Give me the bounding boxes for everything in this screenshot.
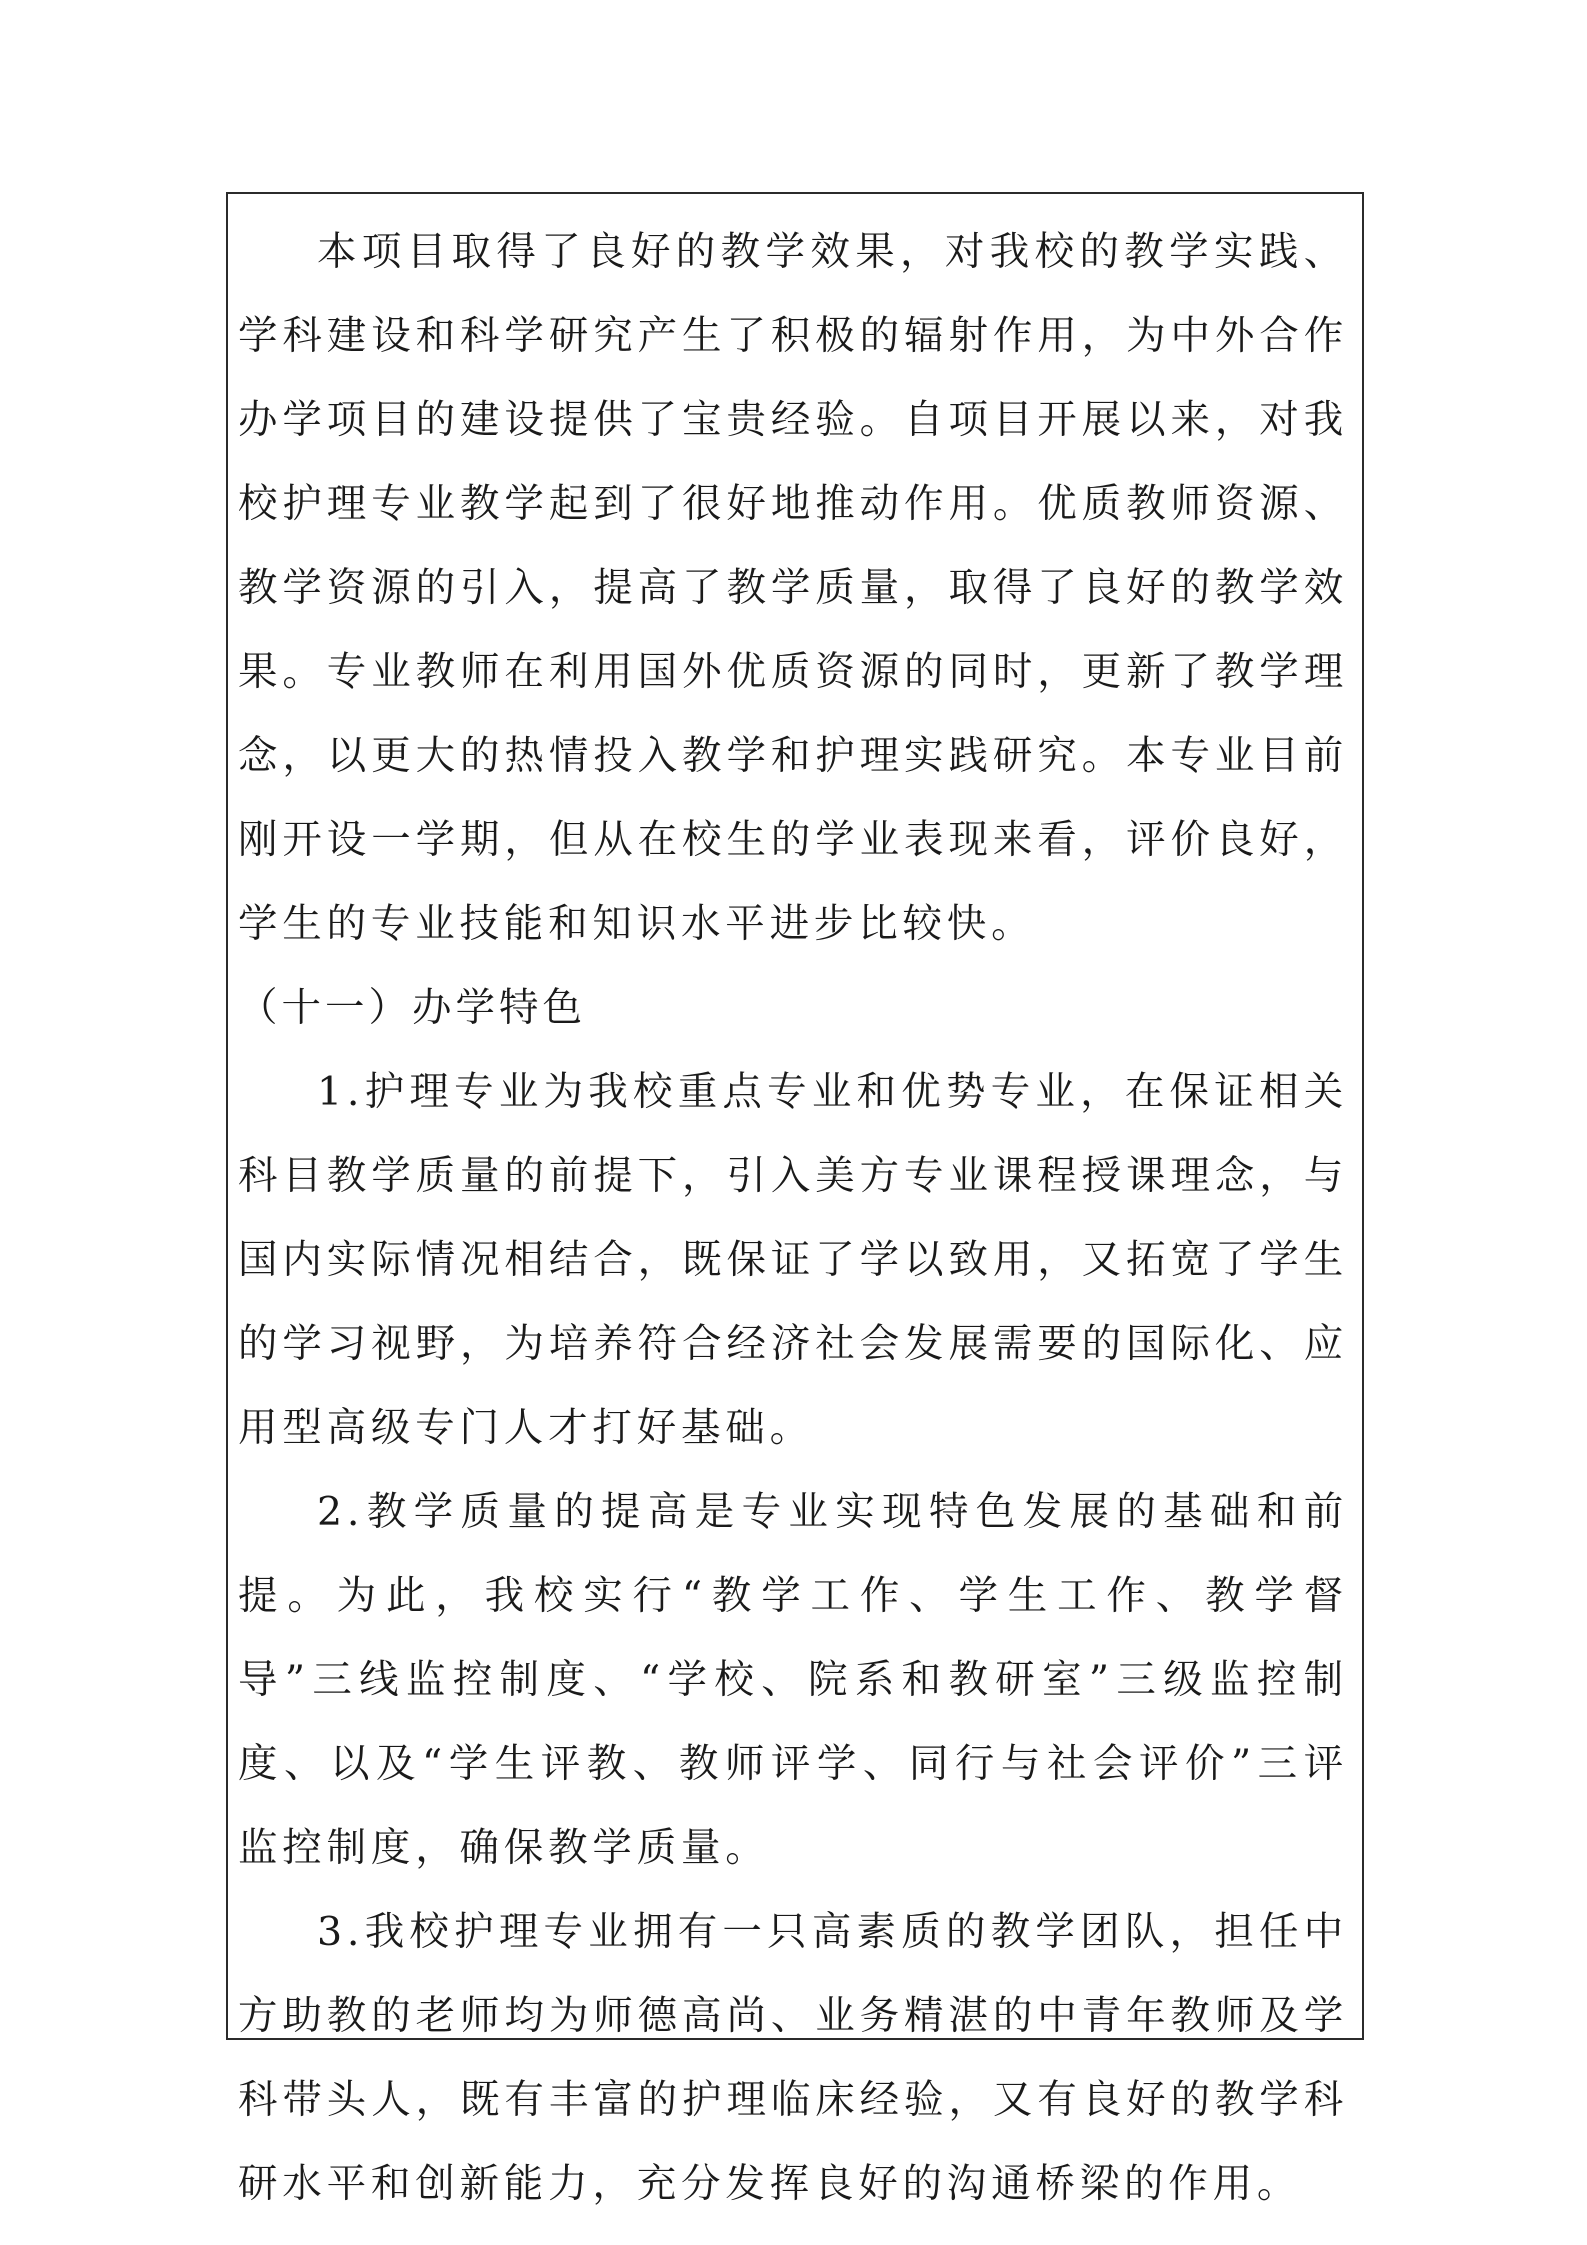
feature-paragraph-3: 3.我校护理专业拥有一只高素质的教学团队，担任中方助教的老师均为师德高尚、业务精湛的中青年教师及学科带头人，既有丰富的护理临床经验，又有良好的教学科研水平和创新能力，充分发挥良好的沟通桥梁的作用。 [238, 1909, 1348, 2207]
table-cell-frame [226, 192, 1364, 2207]
feature-paragraph-2: 2.教学质量的提高是专业实现特色发展的基础和前提。为此，我校实行“教学工作、学生工作、教学督导”三线监控制度、“学校、院系和教研室”三级监控制度、以及“学生评教、教师评学、同行与社会评价”三评监控制度，确保教学质量。 [238, 1489, 1348, 1871]
feature-paragraph-1: 1.护理专业为我校重点专业和优势专业，在保证相关科目教学质量的前提下，引入美方专业课程授课理念，与国内实际情况相结合，既保证了学以致用，又拓宽了学生的学习视野，为培养符合经济社会发展需要的国际化、应用型高级专门人才打好基础。 [238, 1069, 1348, 1451]
document-body [238, 210, 1348, 2226]
results-paragraph: 本项目取得了良好的教学效果，对我校的教学实践、学科建设和科学研究产生了积极的辐射作用，为中外合作办学项目的建设提供了宝贵经验。自项目开展以来，对我校护理专业教学起到了很好地推动作用。优质教师资源、教学资源的引入，提高了教学质量，取得了良好的教学效果。专业教师在利用国外优质资源的同时，更新了教学理念，以更大的热情投入教学和护理实践研究。本专业目前刚开设一学期，但从在校生的学业表现来看，评价良好，学生的专业技能和知识水平进步比较快。 [238, 229, 1348, 947]
section-heading: （十一）办学特色 [238, 985, 586, 1031]
